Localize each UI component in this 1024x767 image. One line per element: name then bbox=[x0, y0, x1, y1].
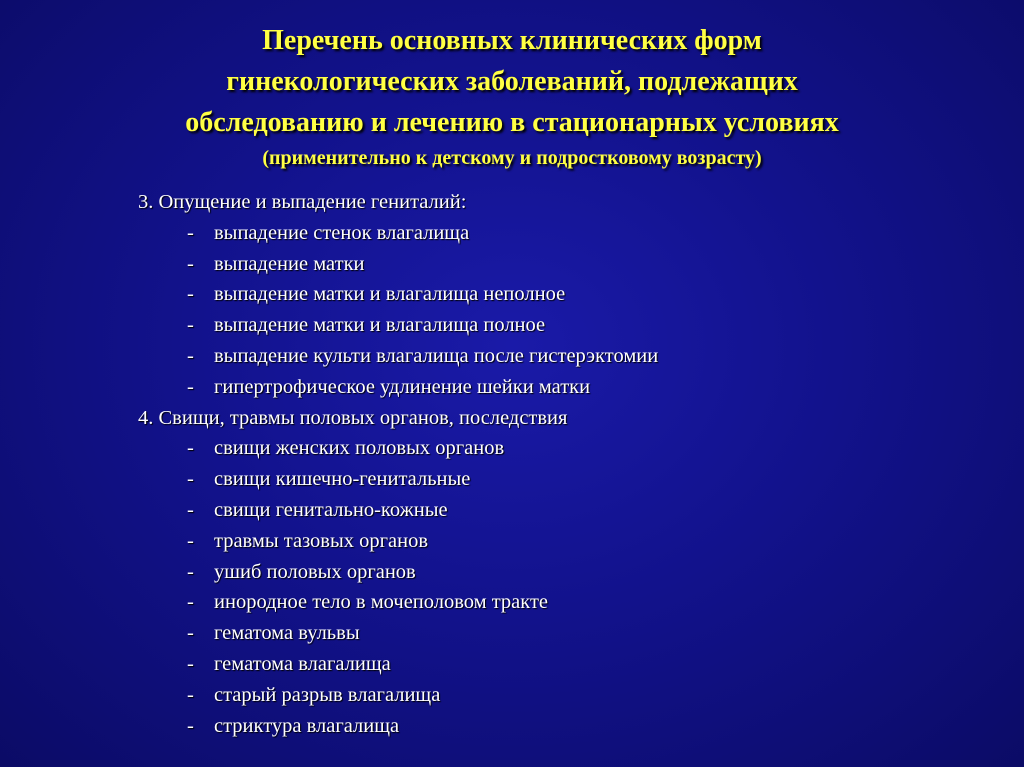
list-marker: - bbox=[187, 468, 194, 491]
list-item-text: выпадение стенок влагалища bbox=[214, 221, 470, 244]
list-item-text: выпадение матки и влагалища неполное bbox=[214, 283, 566, 306]
title-subtitle: (применительно к детскому и подростковому возрасту) bbox=[262, 147, 762, 169]
list-item bbox=[138, 526, 658, 557]
list-item bbox=[138, 680, 658, 711]
list-marker: - bbox=[187, 375, 194, 398]
list-marker: - bbox=[187, 221, 194, 244]
list-item-text: травмы тазовых органов bbox=[214, 529, 429, 552]
list-marker: - bbox=[187, 529, 194, 552]
list-item bbox=[138, 341, 658, 372]
list-item-text: свищи кишечно-генитальные bbox=[214, 468, 471, 491]
list-item bbox=[138, 372, 658, 403]
list-item-text: инородное тело в мочеполовом тракте bbox=[214, 591, 549, 614]
list-marker: - bbox=[187, 714, 194, 737]
list-marker: - bbox=[187, 683, 194, 706]
list-item bbox=[138, 649, 658, 680]
list-item-text: гипертрофическое удлинение шейки матки bbox=[214, 375, 591, 398]
list-marker: - bbox=[187, 252, 194, 275]
list-marker: - bbox=[187, 591, 194, 614]
list-item-text: старый разрыв влагалища bbox=[214, 683, 441, 706]
list-item bbox=[138, 249, 658, 280]
list-item-text: свищи генитально-кожные bbox=[214, 498, 448, 521]
list-marker: - bbox=[187, 652, 194, 675]
list-item bbox=[138, 495, 658, 526]
list-marker: - bbox=[187, 283, 194, 306]
list-item-text: гематома вульвы bbox=[214, 622, 360, 645]
list-item-text: выпадение культи влагалища после гистерэктомии bbox=[214, 344, 659, 367]
title-line-1: Перечень основных клинических форм bbox=[262, 25, 762, 56]
list-item bbox=[138, 711, 658, 742]
list-item bbox=[138, 618, 658, 649]
list-item-text: свищи женских половых органов bbox=[214, 437, 505, 460]
list-marker: - bbox=[187, 437, 194, 460]
slide-title bbox=[0, 20, 1024, 171]
list-marker: - bbox=[187, 560, 194, 583]
list-item bbox=[138, 433, 658, 464]
list-item bbox=[138, 464, 658, 495]
list-item bbox=[138, 310, 658, 341]
list-item-text: гематома влагалища bbox=[214, 652, 391, 675]
section-heading: 4. Свищи, травмы половых органов, последствия bbox=[138, 406, 568, 429]
list-item bbox=[138, 218, 658, 249]
list-item bbox=[138, 279, 658, 310]
section-heading: 3. Опущение и выпадение гениталий: bbox=[138, 191, 467, 213]
title-line-2: гинекологических заболеваний, подлежащих bbox=[226, 66, 798, 97]
list-item bbox=[138, 587, 658, 618]
content-list bbox=[138, 187, 658, 741]
list-item-text: выпадение матки bbox=[214, 252, 365, 275]
list-item-text: ушиб половых органов bbox=[214, 560, 416, 583]
list-marker: - bbox=[187, 344, 194, 367]
list-marker: - bbox=[187, 622, 194, 645]
title-line-3: обследованию и лечению в стационарных условиях bbox=[185, 107, 839, 138]
list-marker: - bbox=[187, 498, 194, 521]
list-item bbox=[138, 557, 658, 588]
list-item-text: стриктура влагалища bbox=[214, 714, 400, 737]
list-item-text: выпадение матки и влагалища полное bbox=[214, 314, 546, 337]
list-marker: - bbox=[187, 314, 194, 337]
